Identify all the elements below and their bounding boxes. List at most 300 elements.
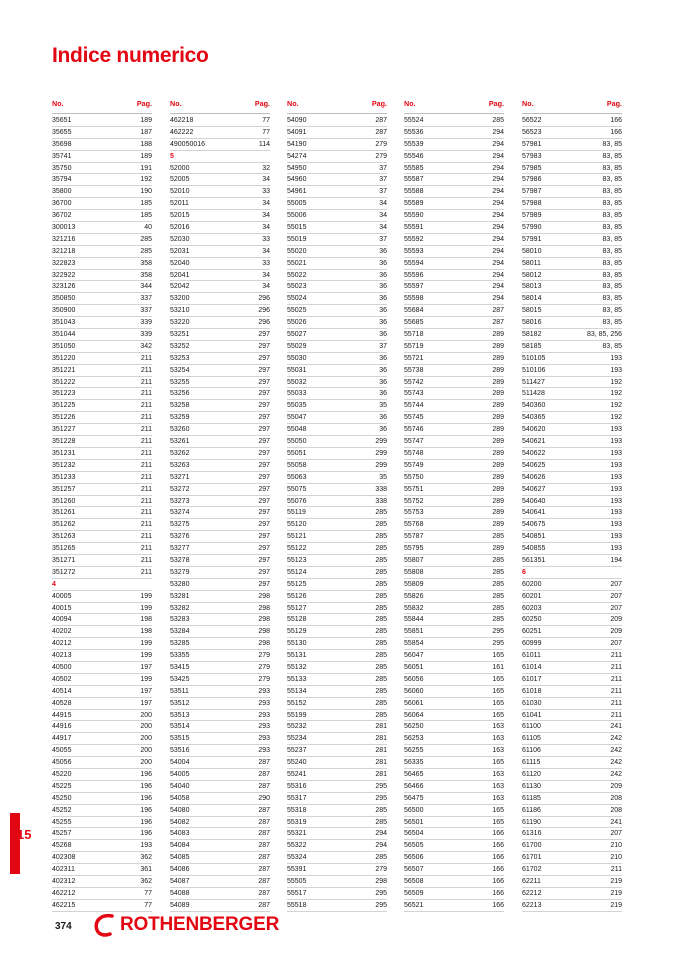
table-row: [404, 852, 504, 864]
item-number: 55751: [404, 485, 424, 493]
page-ref: 289: [492, 414, 504, 422]
page-ref: 83, 85: [602, 212, 622, 220]
table-row: [52, 626, 152, 638]
table-row: [404, 317, 504, 329]
table-row: [522, 757, 622, 769]
item-number: 55588: [404, 188, 424, 196]
page-ref: 297: [258, 378, 270, 386]
page-ref: 34: [262, 200, 270, 208]
page-ref: 210: [610, 842, 622, 850]
table-row: [170, 222, 270, 234]
page-ref: 294: [492, 295, 504, 303]
table-row: [287, 591, 387, 603]
column-header: [287, 99, 387, 114]
table-row: [170, 888, 270, 900]
item-number: 351233: [52, 473, 76, 481]
table-row: [287, 745, 387, 757]
page-ref: 196: [140, 770, 152, 778]
item-number: 56047: [404, 652, 424, 660]
item-number: 55322: [287, 842, 307, 850]
table-row: [52, 222, 152, 234]
item-number: 54084: [170, 842, 190, 850]
item-number: 61014: [522, 663, 542, 671]
page-ref: 36: [379, 331, 387, 339]
table-row: [52, 198, 152, 210]
page-ref: 285: [375, 652, 387, 660]
table-row: [287, 365, 387, 377]
page-ref: 193: [140, 842, 152, 850]
table-row: [522, 805, 622, 817]
page-ref: 281: [375, 759, 387, 767]
page-ref: 83, 85: [602, 295, 622, 303]
item-number: 55120: [287, 521, 307, 529]
table-row: [52, 388, 152, 400]
item-number: 61702: [522, 866, 542, 874]
table-row: [404, 258, 504, 270]
item-number: 54089: [170, 901, 190, 909]
table-row: [170, 769, 270, 781]
table-row: [170, 793, 270, 805]
item-number: 61186: [522, 806, 541, 814]
page-ref: 197: [140, 687, 152, 695]
table-row: [170, 210, 270, 222]
table-row: [404, 757, 504, 769]
item-number: 61115: [522, 759, 541, 767]
page-ref: 211: [610, 652, 622, 660]
table-row: [404, 234, 504, 246]
page-ref: 83, 85: [602, 188, 622, 196]
table-row: [404, 710, 504, 722]
page-ref: 358: [140, 259, 152, 267]
item-number: 55746: [404, 426, 424, 434]
item-number: 53278: [170, 556, 190, 564]
page-ref: 337: [140, 295, 152, 303]
table-row: [52, 603, 152, 615]
item-number: 36700: [52, 200, 72, 208]
item-number: 540675: [522, 521, 546, 529]
page-ref: 83, 85: [602, 271, 622, 279]
table-row: [170, 305, 270, 317]
table-row: [52, 781, 152, 793]
item-number: 53280: [170, 580, 190, 588]
page-ref: 287: [258, 842, 270, 850]
page-ref: 211: [140, 521, 152, 529]
item-number: 490050016: [170, 140, 206, 148]
item-number: 540621: [522, 438, 546, 446]
page-ref: 285: [492, 117, 504, 124]
page-ref: 207: [610, 592, 622, 600]
item-number: 55047: [287, 414, 307, 422]
page-ref: 163: [492, 794, 504, 802]
page-ref: 207: [610, 604, 622, 612]
item-number: 351221: [52, 366, 76, 374]
item-number: 55324: [287, 854, 307, 862]
item-number: 56522: [522, 117, 542, 124]
item-number: 60203: [522, 604, 542, 612]
table-row: [404, 888, 504, 900]
page-ref: 289: [492, 497, 504, 505]
table-row: [287, 555, 387, 567]
table-row: [522, 769, 622, 781]
table-row: [170, 353, 270, 365]
table-row: [52, 662, 152, 674]
page-ref: 287: [258, 866, 270, 874]
item-number: 54004: [170, 759, 190, 767]
item-number: 40213: [52, 652, 72, 660]
page-ref: 294: [492, 247, 504, 255]
item-number: 55006: [287, 212, 307, 220]
page-ref: 193: [610, 509, 622, 517]
table-row: [522, 186, 622, 198]
table-row: [522, 876, 622, 888]
page-ref: 211: [140, 366, 152, 374]
table-row: [404, 507, 504, 519]
item-number: 53514: [170, 723, 190, 731]
page-ref: 34: [262, 212, 270, 220]
table-row: [287, 246, 387, 258]
item-number: 55119: [287, 509, 306, 517]
page-ref: 298: [258, 592, 270, 600]
item-number: 45056: [52, 759, 72, 767]
table-row: [404, 436, 504, 448]
page-ref: 287: [258, 759, 270, 767]
table-row: [170, 472, 270, 484]
table-row: [522, 293, 622, 305]
item-number: 55058: [287, 461, 307, 469]
table-row: [52, 317, 152, 329]
item-number: 58016: [522, 319, 542, 327]
item-number: 55019: [287, 235, 307, 243]
page-ref: 40: [144, 224, 152, 232]
page-ref: 193: [610, 449, 622, 457]
item-number: 55742: [404, 378, 424, 386]
page-ref: 37: [379, 188, 387, 196]
table-row: [522, 745, 622, 757]
page-ref: 196: [140, 818, 152, 826]
item-number: 350900: [52, 307, 76, 315]
item-number: 57987: [522, 188, 542, 196]
table-row: [52, 757, 152, 769]
item-number: 52042: [170, 283, 190, 291]
page-ref: 34: [262, 224, 270, 232]
item-number: 351265: [52, 545, 76, 553]
table-row: [522, 305, 622, 317]
table-row: [522, 365, 622, 377]
page-ref: 297: [258, 426, 270, 434]
page-ref: 211: [140, 354, 152, 362]
page-number: 374: [55, 921, 72, 932]
table-row: [170, 365, 270, 377]
page-ref: 193: [610, 438, 622, 446]
item-number: 462218: [170, 117, 194, 124]
item-number: 55749: [404, 461, 424, 469]
page-ref: 287: [258, 770, 270, 778]
item-number: 510106: [522, 366, 546, 374]
page-ref: 34: [379, 200, 387, 208]
item-number: 56501: [404, 818, 424, 826]
table-row: [287, 317, 387, 329]
item-number: 53277: [170, 545, 190, 553]
item-number: 351272: [52, 568, 76, 576]
item-number: 54950: [287, 164, 307, 172]
item-number: 52005: [170, 176, 190, 184]
table-row: [404, 876, 504, 888]
table-row: [522, 472, 622, 484]
item-number: 53515: [170, 735, 190, 743]
item-number: 56509: [404, 889, 424, 897]
page-ref: 83, 85, 256: [586, 331, 622, 339]
item-number: 55597: [404, 283, 424, 291]
item-number: 55809: [404, 580, 424, 588]
page-ref: 165: [492, 652, 504, 660]
item-number: 62211: [522, 878, 541, 885]
page-ref: 83, 85: [602, 247, 622, 255]
page-ref: 297: [258, 580, 270, 588]
table-row: [522, 710, 622, 722]
page-ref: 192: [610, 414, 622, 422]
page-ref: 339: [140, 331, 152, 339]
header-no: No.: [52, 99, 64, 108]
header-pag: Pag.: [371, 99, 387, 108]
item-number: 40005: [52, 592, 72, 600]
page-ref: 219: [610, 901, 622, 909]
page-ref: 77: [262, 128, 270, 136]
table-row: [404, 151, 504, 163]
page-ref: 83, 85: [602, 152, 622, 160]
item-number: 55124: [287, 568, 307, 576]
page-ref: 297: [258, 438, 270, 446]
item-number: 56061: [404, 699, 424, 707]
item-number: 62213: [522, 901, 542, 909]
item-number: 351231: [52, 449, 76, 457]
table-row: [170, 186, 270, 198]
page-ref: 294: [492, 259, 504, 267]
page-ref: 36: [379, 390, 387, 398]
page-ref: 193: [610, 426, 622, 434]
page-ref: 37: [379, 342, 387, 350]
item-number: 61185: [522, 794, 541, 802]
table-row: [287, 281, 387, 293]
item-number: 511427: [522, 378, 545, 386]
table-row: [52, 139, 152, 151]
item-number: 540622: [522, 449, 546, 457]
page-ref: 294: [492, 212, 504, 220]
item-number: 55121: [287, 533, 307, 541]
item-number: 322823: [52, 259, 76, 267]
page-ref: 297: [258, 533, 270, 541]
page-ref: 296: [258, 295, 270, 303]
page-ref: 299: [375, 461, 387, 469]
item-number: 55234: [287, 735, 307, 743]
page-ref: 34: [262, 283, 270, 291]
page-ref: 35: [379, 402, 387, 410]
item-number: 300013: [52, 224, 76, 232]
page-ref: 299: [375, 438, 387, 446]
page-ref: 163: [492, 723, 504, 731]
page-ref: 241: [610, 818, 622, 826]
table-row: [170, 293, 270, 305]
item-number: 55591: [404, 224, 424, 232]
page-ref: 294: [492, 164, 504, 172]
item-number: 55808: [404, 568, 424, 576]
item-number: 55122: [287, 545, 307, 553]
table-row: [287, 698, 387, 710]
page-ref: 197: [140, 663, 152, 671]
item-number: 55033: [287, 390, 307, 398]
table-row: [522, 198, 622, 210]
item-number: 56505: [404, 842, 424, 850]
item-number: 55593: [404, 247, 424, 255]
item-number: 55750: [404, 473, 424, 481]
page-ref: 36: [379, 271, 387, 279]
table-row: [52, 888, 152, 900]
table-row: [170, 460, 270, 472]
table-row: [522, 388, 622, 400]
item-number: 61700: [522, 842, 542, 850]
page-ref: 189: [140, 117, 152, 124]
index-column: [287, 99, 387, 912]
page-ref: 289: [492, 378, 504, 386]
table-row: [404, 591, 504, 603]
item-number: 55596: [404, 271, 424, 279]
page-ref: 211: [140, 438, 152, 446]
item-number: 53271: [170, 473, 190, 481]
item-number: 55832: [404, 604, 424, 612]
item-number: 540360: [522, 402, 546, 410]
page-ref: 161: [492, 663, 504, 671]
table-row: [287, 400, 387, 412]
item-number: 54087: [170, 878, 190, 885]
table-row: [170, 234, 270, 246]
page-ref: 211: [140, 556, 152, 564]
item-number: 61041: [522, 711, 542, 719]
page-ref: 298: [258, 640, 270, 648]
page-ref: 191: [140, 164, 152, 172]
item-number: 55075: [287, 485, 307, 493]
item-number: 351257: [52, 485, 76, 493]
page-ref: 279: [375, 866, 387, 874]
page-ref: 297: [258, 497, 270, 505]
item-number: 351227: [52, 426, 76, 434]
table-row: [170, 281, 270, 293]
table-row: [52, 817, 152, 829]
item-number: 54082: [170, 818, 190, 826]
page-ref: 211: [610, 687, 622, 695]
item-number: 58010: [522, 247, 542, 255]
table-row: [287, 817, 387, 829]
table-row: [52, 246, 152, 258]
page-ref: 77: [262, 117, 270, 124]
page-ref: 77: [144, 889, 152, 897]
page-ref: 163: [492, 747, 504, 755]
item-number: 55316: [287, 782, 307, 790]
page-ref: 297: [258, 402, 270, 410]
page-ref: 297: [258, 485, 270, 493]
page-ref: 287: [258, 878, 270, 885]
table-row: [522, 579, 622, 591]
table-row: [52, 424, 152, 436]
item-number: 44915: [52, 711, 72, 719]
table-row: [52, 400, 152, 412]
page-ref: 294: [492, 152, 504, 160]
item-number: 55076: [287, 497, 307, 505]
page-ref: 295: [492, 628, 504, 636]
page-ref: 192: [140, 176, 152, 184]
item-number: 56051: [404, 663, 424, 671]
item-number: 53200: [170, 295, 190, 303]
table-row: [52, 650, 152, 662]
item-number: 55585: [404, 164, 424, 172]
table-row: [404, 448, 504, 460]
page-ref: 242: [610, 747, 622, 755]
table-row: [404, 281, 504, 293]
item-number: 55748: [404, 449, 424, 457]
table-row: [170, 626, 270, 638]
page-ref: 294: [492, 140, 504, 148]
item-number: 58014: [522, 295, 542, 303]
table-row: [52, 828, 152, 840]
table-row: [522, 519, 622, 531]
page-ref: 289: [492, 390, 504, 398]
table-row: [170, 876, 270, 888]
page-ref: 295: [375, 782, 387, 790]
item-number: 45250: [52, 794, 72, 802]
table-row: [287, 127, 387, 139]
page-ref: 285: [375, 640, 387, 648]
table-row: [52, 876, 152, 888]
item-number: 53283: [170, 616, 190, 624]
page-ref: 287: [258, 818, 270, 826]
item-number: 54086: [170, 866, 190, 874]
table-row: [52, 745, 152, 757]
item-number: 60251: [522, 628, 542, 636]
item-number: 35698: [52, 140, 72, 148]
item-number: 56523: [522, 128, 542, 136]
page-ref: 289: [492, 473, 504, 481]
page-ref: 285: [492, 556, 504, 564]
table-row: [404, 603, 504, 615]
table-row: [170, 781, 270, 793]
item-number: 55787: [404, 533, 424, 541]
page-ref: 210: [610, 854, 622, 862]
item-number: 55518: [287, 901, 307, 909]
item-number: 55123: [287, 556, 307, 564]
table-row: [522, 460, 622, 472]
table-row: [522, 864, 622, 876]
page-ref: 211: [140, 449, 152, 457]
item-number: 55134: [287, 687, 307, 695]
page-ref: 114: [258, 140, 270, 148]
item-number: 55719: [404, 342, 424, 350]
page-ref: 289: [492, 545, 504, 553]
item-number: 540365: [522, 414, 546, 422]
item-number: 55851: [404, 628, 424, 636]
item-number: 6: [522, 568, 526, 576]
item-number: 55027: [287, 331, 307, 339]
item-number: 56335: [404, 759, 424, 767]
table-row: [522, 828, 622, 840]
page-ref: 297: [258, 342, 270, 350]
table-row: [170, 864, 270, 876]
page-ref: 295: [492, 640, 504, 648]
item-number: 36702: [52, 212, 72, 220]
item-number: 351262: [52, 521, 76, 529]
item-number: 55536: [404, 128, 424, 136]
page-ref: 36: [379, 354, 387, 362]
table-row: [287, 436, 387, 448]
page-ref: 196: [140, 830, 152, 838]
item-number: 40514: [52, 687, 72, 695]
